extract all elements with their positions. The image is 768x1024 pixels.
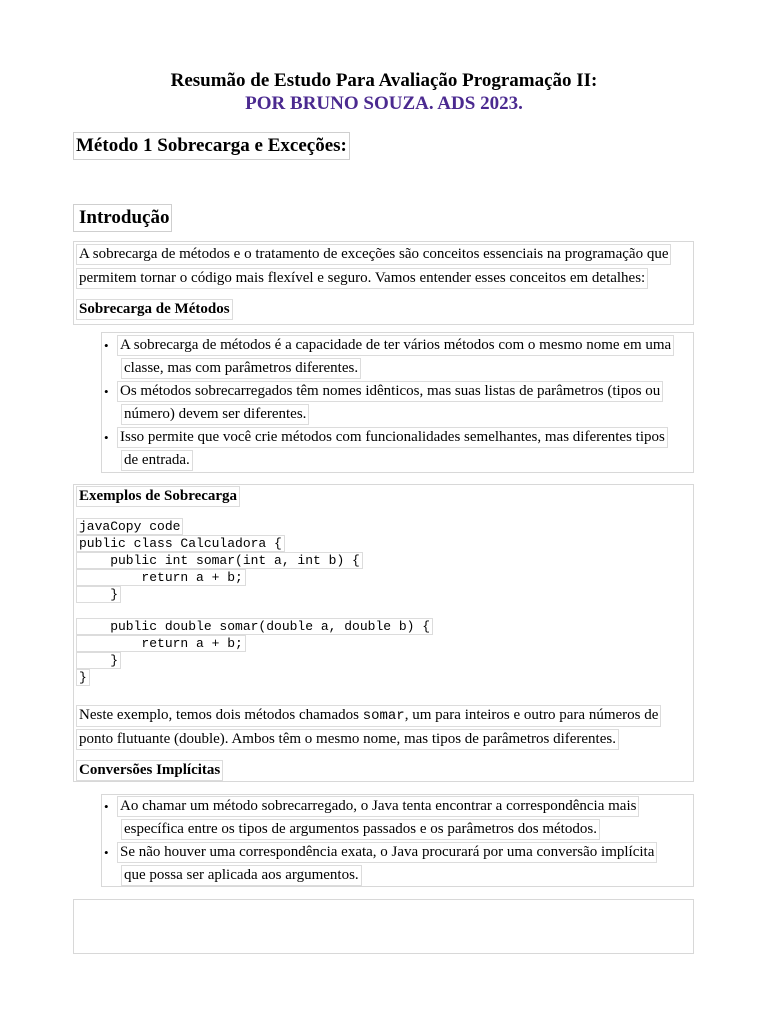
document-author-line: POR BRUNO SOUZA. ADS 2023. [245,93,523,114]
bullet-icon: • [104,845,109,860]
list-item-line-1: Isso permite que você crie métodos com funcionalidades semelhantes, mas diferentes tipos [117,427,668,448]
intro-paragraph-line-2: permitem tornar o código mais flexível e seguro. Vamos entender esses conceitos em detalhes: [76,268,648,289]
bullet-icon: • [104,799,109,814]
list-item-line-1: A sobrecarga de métodos é a capacidade de ter vários métodos com o mesmo nome em uma [117,335,674,356]
code-line: return a + b; [76,569,246,586]
code-line: public class Calculadora { [76,535,285,552]
overload-subheading: Sobrecarga de Métodos [76,299,233,320]
overload-bullet-list [101,332,694,473]
example-explanation-line-1 [76,705,661,727]
code-line: } [76,586,121,603]
list-item-line-2: de entrada. [121,450,193,471]
list-item-line-1: Ao chamar um método sobrecarregado, o Java tenta encontrar a correspondência mais [117,796,639,817]
list-item-line-2: específica entre os tipos de argumentos passados e os parâmetros dos métodos. [121,819,600,840]
conversion-bullet-list [101,794,694,887]
bullet-icon: • [104,338,109,353]
code-line: javaCopy code [76,518,183,535]
list-item-line-2: que possa ser aplicada aos argumentos. [121,865,362,886]
document-title: Resumão de Estudo Para Avaliação Programação II: [170,70,598,91]
bullet-icon: • [104,384,109,399]
code-line: return a + b; [76,635,246,652]
explanation-text: , um para inteiros e outro para números de [404,707,659,723]
list-item-line-2: classe, mas com parâmetros diferentes. [121,358,361,379]
code-line: } [76,669,90,686]
section-heading: Método 1 Sobrecarga e Exceções: [73,132,350,160]
list-item-line-2: número) devem ser diferentes. [121,404,309,425]
examples-heading: Exemplos de Sobrecarga [76,486,240,507]
code-line: } [76,652,121,669]
method-name-code: somar [362,708,405,724]
bullet-icon: • [104,430,109,445]
code-line: public int somar(int a, int b) { [76,552,363,569]
intro-paragraph-line-1: A sobrecarga de métodos e o tratamento de exceções são conceitos essenciais na programação que [76,244,671,265]
code-line: public double somar(double a, double b) { [76,618,433,635]
examples-panel [73,484,694,782]
list-item-line-1: Se não houver uma correspondência exata, o Java procurará por uma conversão implícita [117,842,657,863]
example-explanation-line-2: ponto flutuante (double). Ambos têm o mesmo nome, mas tipos de parâmetros diferentes. [76,729,619,750]
conversions-heading: Conversões Implícitas [76,760,223,781]
explanation-text: Neste exemplo, temos dois métodos chamados [79,707,363,723]
list-item-line-1: Os métodos sobrecarregados têm nomes idênticos, mas suas listas de parâmetros (tipos ou [117,381,663,402]
empty-panel [73,899,694,954]
intro-panel [73,241,694,325]
intro-heading: Introdução [73,204,172,232]
